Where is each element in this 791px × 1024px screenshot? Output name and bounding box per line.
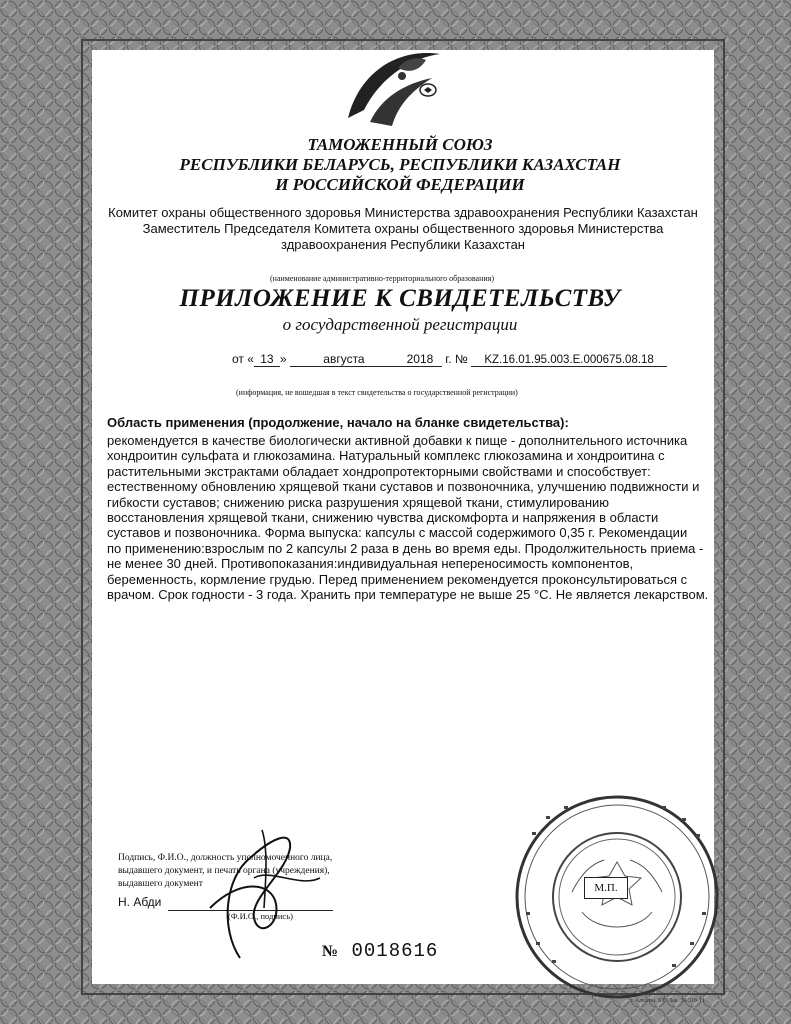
document-title: ПРИЛОЖЕНИЕ К СВИДЕТЕЛЬСТВУ (179, 285, 621, 312)
issuer-line-3: здравоохранения Республики Казахстан (281, 237, 525, 252)
signature-label-2: выдавшего документ, и печать органа (учреждения), (118, 866, 330, 876)
handwritten-signature (180, 818, 330, 968)
registration-day: 13 (254, 352, 280, 367)
scope-line: восстановления хрящевой ткани, снижению чувства дискомфорта и напряжения в области (107, 510, 659, 526)
signature-label-1: Подпись, Ф.И.О., должность уполномоченного лица, (118, 853, 333, 863)
scope-line: не менее 30 дней. Противопоказания:индивидуальная непереносимость компонентов, (107, 556, 634, 572)
form-number-value: 0018616 (351, 940, 439, 962)
scope-line: гибкости суставов; снижению риска разрушения хрящевой ткани, стимулированию (107, 494, 610, 510)
info-note: (информация, не вошедшая в текст свидетельства о государственной регистрации) (236, 388, 518, 397)
scope-text (107, 433, 719, 602)
registration-year: 2018 (398, 352, 442, 367)
number-label: № (454, 352, 468, 366)
form-number-prefix: № (322, 943, 340, 960)
scope-line: по применению:взрослым по 2 капсулы 2 раза в день во время еды. Продолжительность приема - (107, 540, 704, 556)
seal-mp-label: М.П. (584, 877, 628, 899)
scope-line: беременность, кормление грудью. Перед применением рекомендуется проконсультироваться с (107, 571, 688, 587)
scope-line: естественному обновлению хрящевой ткани суставов и позвоночника, улучшению подвижности и (107, 479, 700, 495)
form-number (322, 940, 438, 962)
union-line-1: ТАМОЖЕННЫЙ СОЮЗ (307, 135, 493, 154)
union-line-2: РЕСПУБЛИКИ БЕЛАРУСЬ, РЕСПУБЛИКИ КАЗАХСТАН (179, 155, 621, 174)
registration-line (232, 352, 667, 367)
union-line-3: И РОССИЙСКОЙ ФЕДЕРАЦИИ (275, 175, 525, 194)
signer-name: Н. Абди (118, 895, 162, 909)
close-quote: » (279, 352, 287, 366)
printer-note: г. Алматы. БФ. Зак. № 318-11. (630, 998, 707, 1004)
registration-month: августа (290, 352, 398, 367)
year-suffix: г. (445, 352, 452, 366)
document-subtitle: о государственной регистрации (282, 315, 518, 334)
customs-union-header (160, 135, 640, 195)
issuer-note: (наименование административно-территориального образования) (270, 274, 495, 283)
scope-line: рекомендуется в качестве биологически активной добавки к пище - дополнительного источника (107, 433, 688, 448)
scope-line: врачом. Срок годности - 3 года. Хранить при температуре не выше 25 °С. Не является лекарством. (107, 587, 709, 603)
issuer-line-1: Комитет охраны общественного здоровья Министерства здравоохранения Республики Казахстан (108, 205, 698, 220)
scope-line: суставов и позвоночника. Форма выпуска: капсулы с массой содержимого 0,35 г. Рекомендации (107, 525, 688, 541)
scope-heading: Область применения (продолжение, начало на бланке свидетельства): (107, 415, 569, 430)
issuer-line-2: Заместитель Председателя Комитета охраны общественного здоровья Министерства (142, 221, 664, 236)
registration-number: KZ.16.01.95.003.E.000675.08.18 (471, 354, 667, 367)
customs-union-emblem (340, 40, 450, 135)
signature-label-3: выдавшего документ (118, 879, 203, 889)
from-label: от « (232, 352, 254, 366)
scope-line: растительными экстрактами обладает хондропротекторными свойствами и способствует: (107, 463, 651, 479)
scope-line: хондроитин сульфата и глюкозамина. Натуральный комплекс глюкозамина и хондроитина с (107, 448, 665, 464)
issuing-authority (98, 205, 708, 253)
fio-note: (Ф.И.О., подпись) (228, 911, 293, 921)
